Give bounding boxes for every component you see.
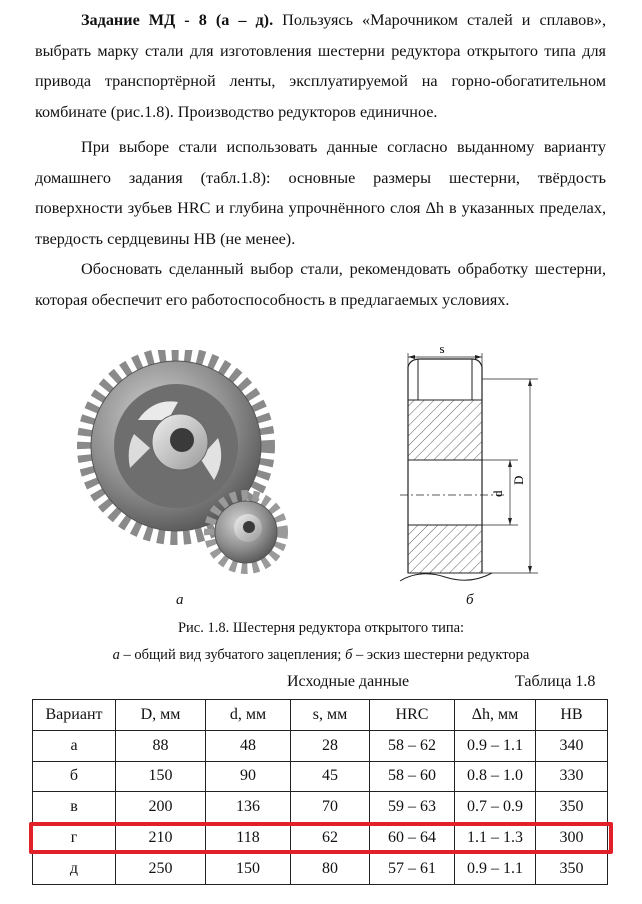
cell-dh: 0.7 – 0.9	[455, 792, 536, 823]
col-header-D: D, мм	[116, 700, 206, 731]
cell-d: 48	[206, 730, 291, 761]
instructions-text: При выборе стали использовать данные согласно выданному варианту домашнего задания (табл.1.8): основные размеры шестерни, твёрдость поверхности зубьев HRC и глубина упрочнённого слоя Δh в указанных пределах, твердость сердцевины HB (не менее).	[35, 138, 606, 248]
cell-s: 28	[291, 730, 370, 761]
gear-mesh-illustration	[68, 350, 304, 580]
table-title: Исходные данные	[287, 673, 410, 690]
cell-hrc: 60 – 64	[370, 823, 455, 854]
table-number: Таблица 1.8	[515, 673, 596, 690]
cell-s: 70	[291, 792, 370, 823]
col-header-dh: Δh, мм	[455, 700, 536, 731]
label-D: D	[511, 475, 526, 485]
cell-s: 45	[291, 761, 370, 792]
cell-hb: 350	[536, 853, 608, 884]
col-header-s: s, мм	[291, 700, 370, 731]
gear-sketch	[380, 345, 580, 585]
cell-d: 90	[206, 761, 291, 792]
cell-hrc: 59 – 63	[370, 792, 455, 823]
caption-text-b: – эскиз шестерни редуктора	[352, 647, 530, 663]
cell-variant: б	[33, 761, 116, 792]
task-title: Задание МД - 8 (а – д).	[81, 11, 274, 29]
paragraph-instructions	[35, 132, 606, 254]
label-d: d	[490, 490, 505, 497]
cell-dh: 0.9 – 1.1	[455, 730, 536, 761]
cell-D: 250	[116, 853, 206, 884]
caption-text-a: – общий вид зубчатого зацепления;	[119, 647, 346, 663]
cell-variant: д	[33, 853, 116, 884]
table-row	[33, 761, 608, 792]
figure-a-label: а	[176, 592, 184, 608]
paragraph-task	[35, 5, 606, 127]
dimension-d	[482, 460, 518, 525]
label-s: s	[439, 345, 445, 356]
cell-dh: 0.9 – 1.1	[455, 853, 536, 884]
cell-hb: 300	[536, 823, 608, 854]
col-header-hb: HB	[536, 700, 608, 731]
table-row	[33, 853, 608, 884]
cell-s: 62	[291, 823, 370, 854]
task-text: Пользуясь «Марочником сталей и сплавов», выбрать марку стали для изготовления шестерни редуктора открытого типа для привода транспортёрной ленты, эксплуатируемой на горно-обогатительном комбинате (рис.1.8). Производство редукторов единичное.	[35, 11, 606, 121]
cell-D: 88	[116, 730, 206, 761]
figure-caption-title: Рис. 1.8. Шестерня редуктора открытого типа:	[177, 620, 465, 636]
paragraph-justify	[35, 254, 606, 315]
cell-d: 136	[206, 792, 291, 823]
cell-hb: 340	[536, 730, 608, 761]
table-header-row	[33, 700, 608, 731]
table-row	[33, 792, 608, 823]
cell-variant: а	[33, 730, 116, 761]
table-row	[33, 730, 608, 761]
col-header-variant: Вариант	[33, 700, 116, 731]
cell-dh: 1.1 – 1.3	[455, 823, 536, 854]
figure-caption-legend	[0, 647, 642, 664]
cell-D: 200	[116, 792, 206, 823]
cell-hrc: 57 – 61	[370, 853, 455, 884]
col-header-d: d, мм	[206, 700, 291, 731]
caption-key-a: а	[112, 647, 120, 663]
dimension-s	[408, 345, 482, 367]
justify-text: Обосновать сделанный выбор стали, рекомендовать обработку шестерни, которая обеспечит его работоспособность в предлагаемых условиях.	[35, 260, 606, 309]
cell-hb: 350	[536, 792, 608, 823]
figure-b-label: б	[466, 592, 474, 608]
cell-variant: г	[33, 823, 116, 854]
cell-hrc: 58 – 60	[370, 761, 455, 792]
selected-variant-highlight	[29, 822, 613, 854]
cell-hb: 330	[536, 761, 608, 792]
caption-key-b: б	[345, 647, 353, 663]
source-data-table	[32, 699, 608, 885]
cell-dh: 0.8 – 1.0	[455, 761, 536, 792]
cell-d: 150	[206, 853, 291, 884]
cell-D: 210	[116, 823, 206, 854]
cell-hrc: 58 – 62	[370, 730, 455, 761]
sketch-body	[400, 359, 505, 581]
col-header-hrc: HRC	[370, 700, 455, 731]
cell-s: 80	[291, 853, 370, 884]
cell-d: 118	[206, 823, 291, 854]
cell-D: 150	[116, 761, 206, 792]
cell-variant: в	[33, 792, 116, 823]
